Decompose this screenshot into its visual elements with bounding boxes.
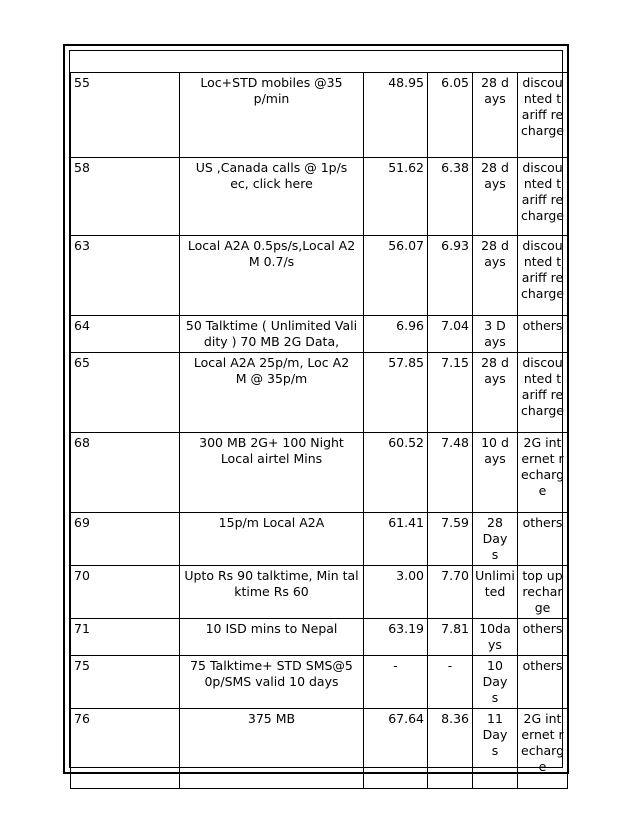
table-row [71,353,568,433]
table-row [71,513,568,566]
plan-tax-cell: 6.05 [428,73,473,158]
plan-tax-cell: 7.59 [428,513,473,566]
plan-type-cell: discounted tariff recharge [518,353,568,433]
plan-tax-cell: 7.04 [428,316,473,353]
plan-price-cell: 61.41 [364,513,428,566]
plan-tax-cell: 6.93 [428,236,473,316]
plan-id-cell: 63 [71,236,180,316]
plan-description-cell: Loc+STD mobiles @35p/min [180,73,364,158]
plan-tax-cell: 8.36 [428,709,473,789]
plan-price-cell: 3.00 [364,566,428,619]
plan-type-cell: others [518,513,568,566]
plan-tax-cell: 7.70 [428,566,473,619]
plan-description-cell: Local A2A 25p/m, Loc A2M @ 35p/m [180,353,364,433]
plan-type-cell: discounted tariff recharge [518,236,568,316]
plan-validity-cell: 28 days [473,73,518,158]
plan-description-cell: 75 Talktime+ STD SMS@50p/SMS valid 10 days [180,656,364,709]
plan-description-cell: Upto Rs 90 talktime, Min talktime Rs 60 [180,566,364,619]
plan-id-cell: 58 [71,158,180,236]
plan-tax-cell: - [428,656,473,709]
plan-id-cell: 64 [71,316,180,353]
plan-validity-cell: 11 Days [473,709,518,789]
plan-price-cell: 63.19 [364,619,428,656]
plan-price-cell: 60.52 [364,433,428,513]
plan-id-cell: 68 [71,433,180,513]
table-row [71,709,568,789]
plan-type-cell: others [518,656,568,709]
plan-tax-cell: 6.38 [428,158,473,236]
plan-type-cell: 2G internet recharge [518,709,568,789]
plan-description-cell: 375 MB [180,709,364,789]
table-row [71,236,568,316]
plan-validity-cell: Unlimited [473,566,518,619]
plan-validity-cell: 28 days [473,236,518,316]
plan-id-cell: 75 [71,656,180,709]
plan-id-cell: 55 [71,73,180,158]
table-row [71,158,568,236]
plan-validity-cell: 10 days [473,433,518,513]
table-row [71,619,568,656]
plan-id-cell: 65 [71,353,180,433]
plan-description-cell: 300 MB 2G+ 100 Night Local airtel Mins [180,433,364,513]
plan-type-cell: others [518,619,568,656]
table-row [71,566,568,619]
plan-tax-cell: 7.81 [428,619,473,656]
plan-validity-cell: 10 Days [473,656,518,709]
plan-id-cell: 70 [71,566,180,619]
plan-id-cell: 69 [71,513,180,566]
plan-validity-cell: 3 Days [473,316,518,353]
plan-type-cell: top up recharge [518,566,568,619]
plan-validity-cell: 28 days [473,353,518,433]
plan-price-cell: 56.07 [364,236,428,316]
plan-price-cell: 57.85 [364,353,428,433]
table-row [71,433,568,513]
plan-id-cell: 71 [71,619,180,656]
plan-description-cell: 50 Talktime ( Unlimited Validity ) 70 MB 2G Data, [180,316,364,353]
table-row [71,73,568,158]
plan-price-cell: - [364,656,428,709]
plan-type-cell: others [518,316,568,353]
plan-description-cell: 15p/m Local A2A [180,513,364,566]
plan-price-cell: 6.96 [364,316,428,353]
plan-price-cell: 67.64 [364,709,428,789]
plan-description-cell: Local A2A 0.5ps/s,Local A2M 0.7/s [180,236,364,316]
plan-type-cell: discounted tariff recharge [518,158,568,236]
plan-description-cell: 10 ISD mins to Nepal [180,619,364,656]
plan-validity-cell: 10days [473,619,518,656]
plan-id-cell: 76 [71,709,180,789]
plan-type-cell: discounted tariff recharge [518,73,568,158]
plan-price-cell: 48.95 [364,73,428,158]
plan-tax-cell: 7.15 [428,353,473,433]
plan-validity-cell: 28 days [473,158,518,236]
plan-tax-cell: 7.48 [428,433,473,513]
plan-type-cell: 2G internet recharge [518,433,568,513]
recharge-plans-table [70,72,568,789]
plan-description-cell: US ,Canada calls @ 1p/sec, click here [180,158,364,236]
plan-validity-cell: 28 Days [473,513,518,566]
plan-price-cell: 51.62 [364,158,428,236]
table-row [71,656,568,709]
table-row [71,316,568,353]
